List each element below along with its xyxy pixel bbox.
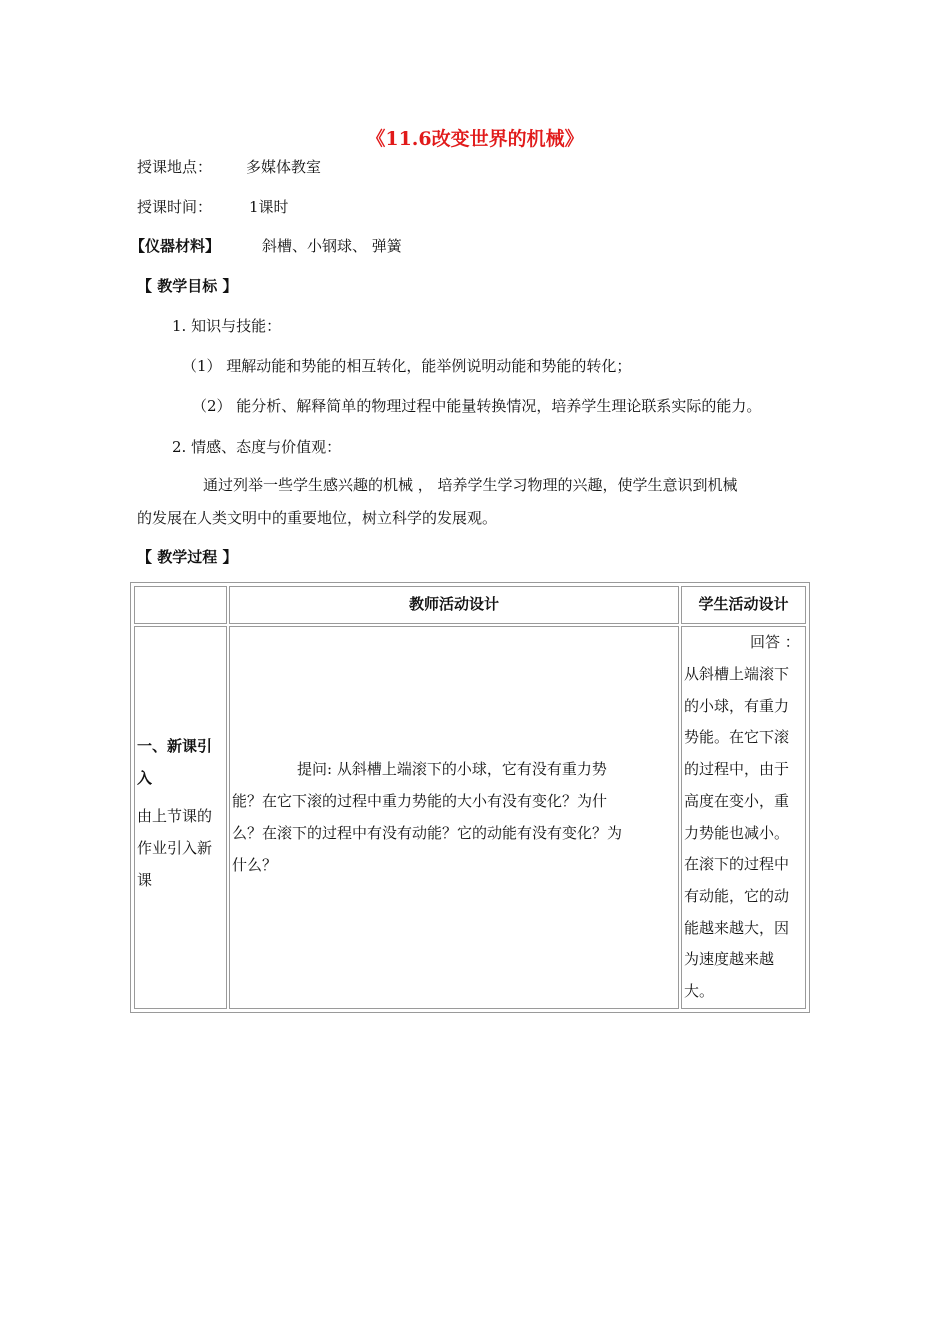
student-text-line8: 在滚下的过程中: [684, 855, 790, 873]
header-teacher: 教师活动设计: [229, 586, 679, 624]
cell-student: [681, 626, 806, 1009]
cell-teacher: [229, 626, 679, 1009]
student-text-line1: 回答 ：: [750, 633, 800, 651]
teacher-text-line3: 么？在滚下的过程中有没有动能？它的动能有没有变化？为: [232, 824, 623, 842]
time-value: 1课时: [249, 198, 289, 216]
student-text-line7: 力势能也减小。: [684, 824, 790, 842]
stage-note-line1: 由上节课的: [137, 807, 213, 825]
time-label: 授课时间：: [137, 198, 213, 216]
objective-item-2-text-line2: 的发展在人类文明中的重要地位，树立科学的发展观。: [137, 509, 498, 527]
objective-item-1: 1. 知识与技能：: [172, 317, 282, 335]
location-value: 多媒体教室: [246, 158, 322, 176]
teacher-text-line4: 什么？: [232, 856, 278, 874]
student-text-line10: 能越来越大，因: [684, 919, 790, 937]
student-text-line9: 有动能，它的动: [684, 887, 790, 905]
teacher-text-line2: 能？在它下滚的过程中重力势能的大小有没有变化？为什: [232, 792, 608, 810]
lesson-table: [130, 582, 810, 1013]
stage-title-line1: 一、新课引: [137, 737, 213, 755]
teacher-text-line1: 提问: 从斜槽上端滚下的小球，它有没有重力势: [297, 760, 607, 778]
student-text-line5: 的过程中，由于: [684, 760, 790, 778]
header-stage: [134, 586, 227, 624]
student-text-line3: 的小球，有重力: [684, 697, 790, 715]
objective-item-1a: （1） 理解动能和势能的相互转化，能举例说明动能和势能的转化；: [182, 357, 632, 375]
header-student: 学生活动设计: [681, 586, 806, 624]
materials-label: 【仪器材料】: [130, 237, 221, 255]
objective-item-1b: （2） 能分析、解释简单的物理过程中能量转换情况，培养学生理论联系实际的能力。: [192, 397, 762, 415]
objectives-heading: 【 教学目标 】: [137, 277, 238, 295]
student-text-line4: 势能。在它下滚: [684, 728, 790, 746]
stage-note-line3: 课: [137, 871, 153, 889]
objective-item-2: 2. 情感、态度与价值观：: [172, 438, 342, 456]
document-title: 《11.6改变世界的机械》: [366, 128, 584, 150]
student-text-line12: 大。: [684, 982, 715, 1000]
student-text-line6: 高度在变小，重: [684, 792, 790, 810]
stage-title-line2: 入: [137, 769, 153, 787]
process-heading: 【 教学过程 】: [137, 548, 238, 566]
stage-note-line2: 作业引入新: [137, 839, 213, 857]
location-label: 授课地点：: [137, 158, 213, 176]
objective-item-2-text-line1: 通过列举一些学生感兴趣的机械 ， 培养学生学习物理的兴趣，使学生意识到机械: [203, 476, 738, 494]
student-text-line11: 为速度越来越: [684, 950, 775, 968]
cell-stage: [134, 626, 227, 1009]
materials-value: 斜槽、小钢球、 弹簧: [262, 237, 402, 255]
student-text-line2: 从斜槽上端滚下: [684, 665, 790, 683]
